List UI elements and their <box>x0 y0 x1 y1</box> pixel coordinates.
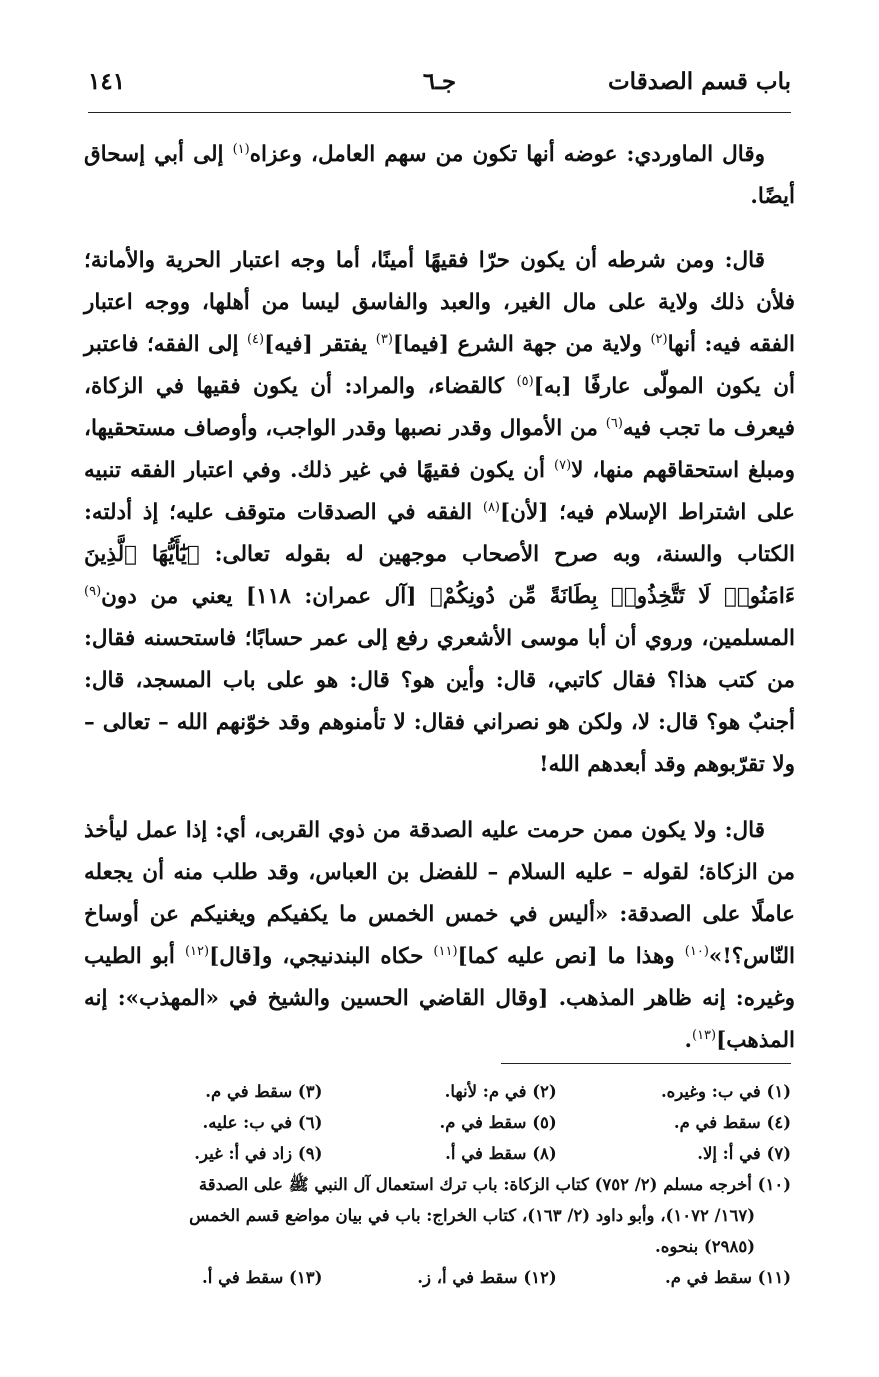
footnote-ref: (٥) <box>516 373 534 389</box>
text-run: المسلمين، وروي أن أبا موسى الأشعري رفع إلى عمر حسابًا؛ فاستحسنه فقال: من كتب هذا؟ فقال كاتبي، قال: وأين هو؟ قال: هو على باب المسجد، قال: أجنبٌ هو؟ قال: لا، ولكن هو نصراني فقال: لا تأمنوهم وقد خوّنهم الله – تعالى – ولا تقرّبوهم وقد أبعدهم الله! <box>84 626 795 777</box>
footnote-10 <box>88 1169 791 1262</box>
footnote: (٢) في م: لأنها. <box>444 1082 557 1101</box>
footnote-ref: (٣) <box>375 331 393 347</box>
footnote-ref: (١٠) <box>684 943 709 959</box>
text-run: حكاه البندنيجي، و[قال] <box>209 944 434 969</box>
text-run: ولاية من جهة الشرع [فيما] <box>392 332 651 357</box>
footnote: (١٢) سقط في أ، ز. <box>417 1268 557 1287</box>
paragraph-1 <box>84 134 795 218</box>
footnote-ref: (١) <box>232 141 250 157</box>
text-run: إلى أبي إسحاق أيضًا. <box>84 142 795 209</box>
footnote-row <box>88 1107 791 1138</box>
text-run: كالقضاء، والمراد: أن يكون فقيها في الزكاة، فيعرف ما تجب فيه <box>84 374 795 441</box>
text-run: . <box>684 1028 692 1053</box>
footnote-10-line: (١٦٧/ ١٠٧٢)، وأبو داود (٢/ ١٦٣)، كتاب الخراج: باب في بيان مواضع قسم الخمس <box>189 1206 755 1225</box>
text-run: أن يكون فقيهًا في غير ذلك. وفي اعتبار الفقه تنبيه على اشتراط الإسلام فيه؛ [لأن] <box>84 458 795 525</box>
footnote: (١) في ب: وغيره. <box>660 1082 791 1101</box>
page-number: ١٤١ <box>88 68 126 95</box>
chapter-title: باب قسم الصدقات <box>608 68 791 95</box>
footnote: (٧) في أ: إلا. <box>697 1144 791 1163</box>
text-run: قال: ولا يكون ممن حرمت عليه الصدقة من ذوي القربى، أي: إذا عمل ليأخذ من الزكاة؛ لقوله – عليه السلام – للفضل بن العباس، وقد طلب منه أن يجعله عاملًا على الصدقة: «أليس في خمس الخمس ما يكفيكم ويغنيكم عن أوساخ النّاس؟!» <box>84 818 795 969</box>
footnote-row <box>88 1138 791 1169</box>
footnote-ref: (٨) <box>482 499 500 515</box>
text-run: يفتقر [فيه] <box>264 332 376 357</box>
text-run: أبو الطيب وغيره: إنه ظاهر المذهب. [وقال القاضي الحسين والشيخ في «المهذب»: إنه المذهب] <box>84 944 795 1053</box>
footnotes <box>88 1076 791 1293</box>
footnote-ref: (١٣) <box>692 1027 717 1043</box>
footnote: (٨) سقط في أ. <box>445 1144 557 1163</box>
footnote-ref: (٩) <box>84 583 102 599</box>
footnote: (٤) سقط في م. <box>673 1113 791 1132</box>
footnote: (١١) سقط في م. <box>664 1268 791 1287</box>
footnote-ref: (٤) <box>246 331 265 347</box>
footnote-ref: (١٢) <box>184 943 210 959</box>
text-run: قال: ومن شرطه أن يكون حرّا فقيهًا أمينًا، أما وجه اعتبار الحرية والأمانة؛ فلأن ذلك ولاية على مال الغير، والعبد والفاسق ليسا من أهلها، ووجه اعتبار الفقه فيه: أنها <box>84 248 795 357</box>
running-header <box>88 62 791 102</box>
text-run: وقال الماوردي: عوضه أنها تكون من سهم العامل، وعزاه <box>249 142 765 167</box>
footnote-ref: (٧) <box>554 457 572 473</box>
footnote-ref: (٢) <box>650 331 668 347</box>
volume-label: جـ٦ <box>422 68 457 95</box>
footnote: (٩) زاد في أ: غير. <box>194 1144 323 1163</box>
main-text <box>84 134 795 1084</box>
footnote: (١٣) سقط في أ. <box>202 1268 323 1287</box>
footnote-row <box>88 1076 791 1107</box>
footnote: (٥) سقط في م. <box>439 1113 557 1132</box>
footnote-row <box>88 1262 791 1293</box>
footnote-ref: (٦) <box>605 415 623 431</box>
footnote-10-line: (١٠) أخرجه مسلم (٢/ ٧٥٢) كتاب الزكاة: باب ترك استعمال آل النبي ﷺ على الصدقة <box>198 1175 791 1194</box>
header-rule <box>88 112 791 113</box>
footnote-ref: (١١) <box>433 943 458 959</box>
paragraph-3 <box>84 810 795 1062</box>
footnote-separator <box>501 1063 791 1064</box>
text-run: وهذا ما [نص عليه كما] <box>457 944 685 969</box>
text-run: من الأموال وقدر نصبها وقدر الواجب، وأوصاف مستحقيها، ومبلغ استحقاقهم منها، لا <box>84 416 795 483</box>
text-run: إلى الفقه؛ فاعتبر أن يكون المولّى عارفًا [به] <box>84 332 795 399</box>
paragraph-2 <box>84 240 795 786</box>
footnote: (٣) سقط في م. <box>205 1082 323 1101</box>
text-run: الفقه في الصدقات متوقف عليه؛ إذ أدلته: الكتاب والسنة، وبه صرح الأصحاب موجهين له بقوله تعالى: ﴿يَٰٓأَيُّهَا ٱلَّذِينَ ءَامَنُوا۟ لَا تَتَّخِذُوا۟ بِطَانَةً مِّن دُونِكُمْ﴾ [آل عمران: ١١٨] يعني من دون <box>84 500 795 609</box>
footnote-10-line: (٢٩٨٥) بنحوه. <box>655 1237 755 1256</box>
footnote: (٦) في ب: عليه. <box>202 1113 323 1132</box>
